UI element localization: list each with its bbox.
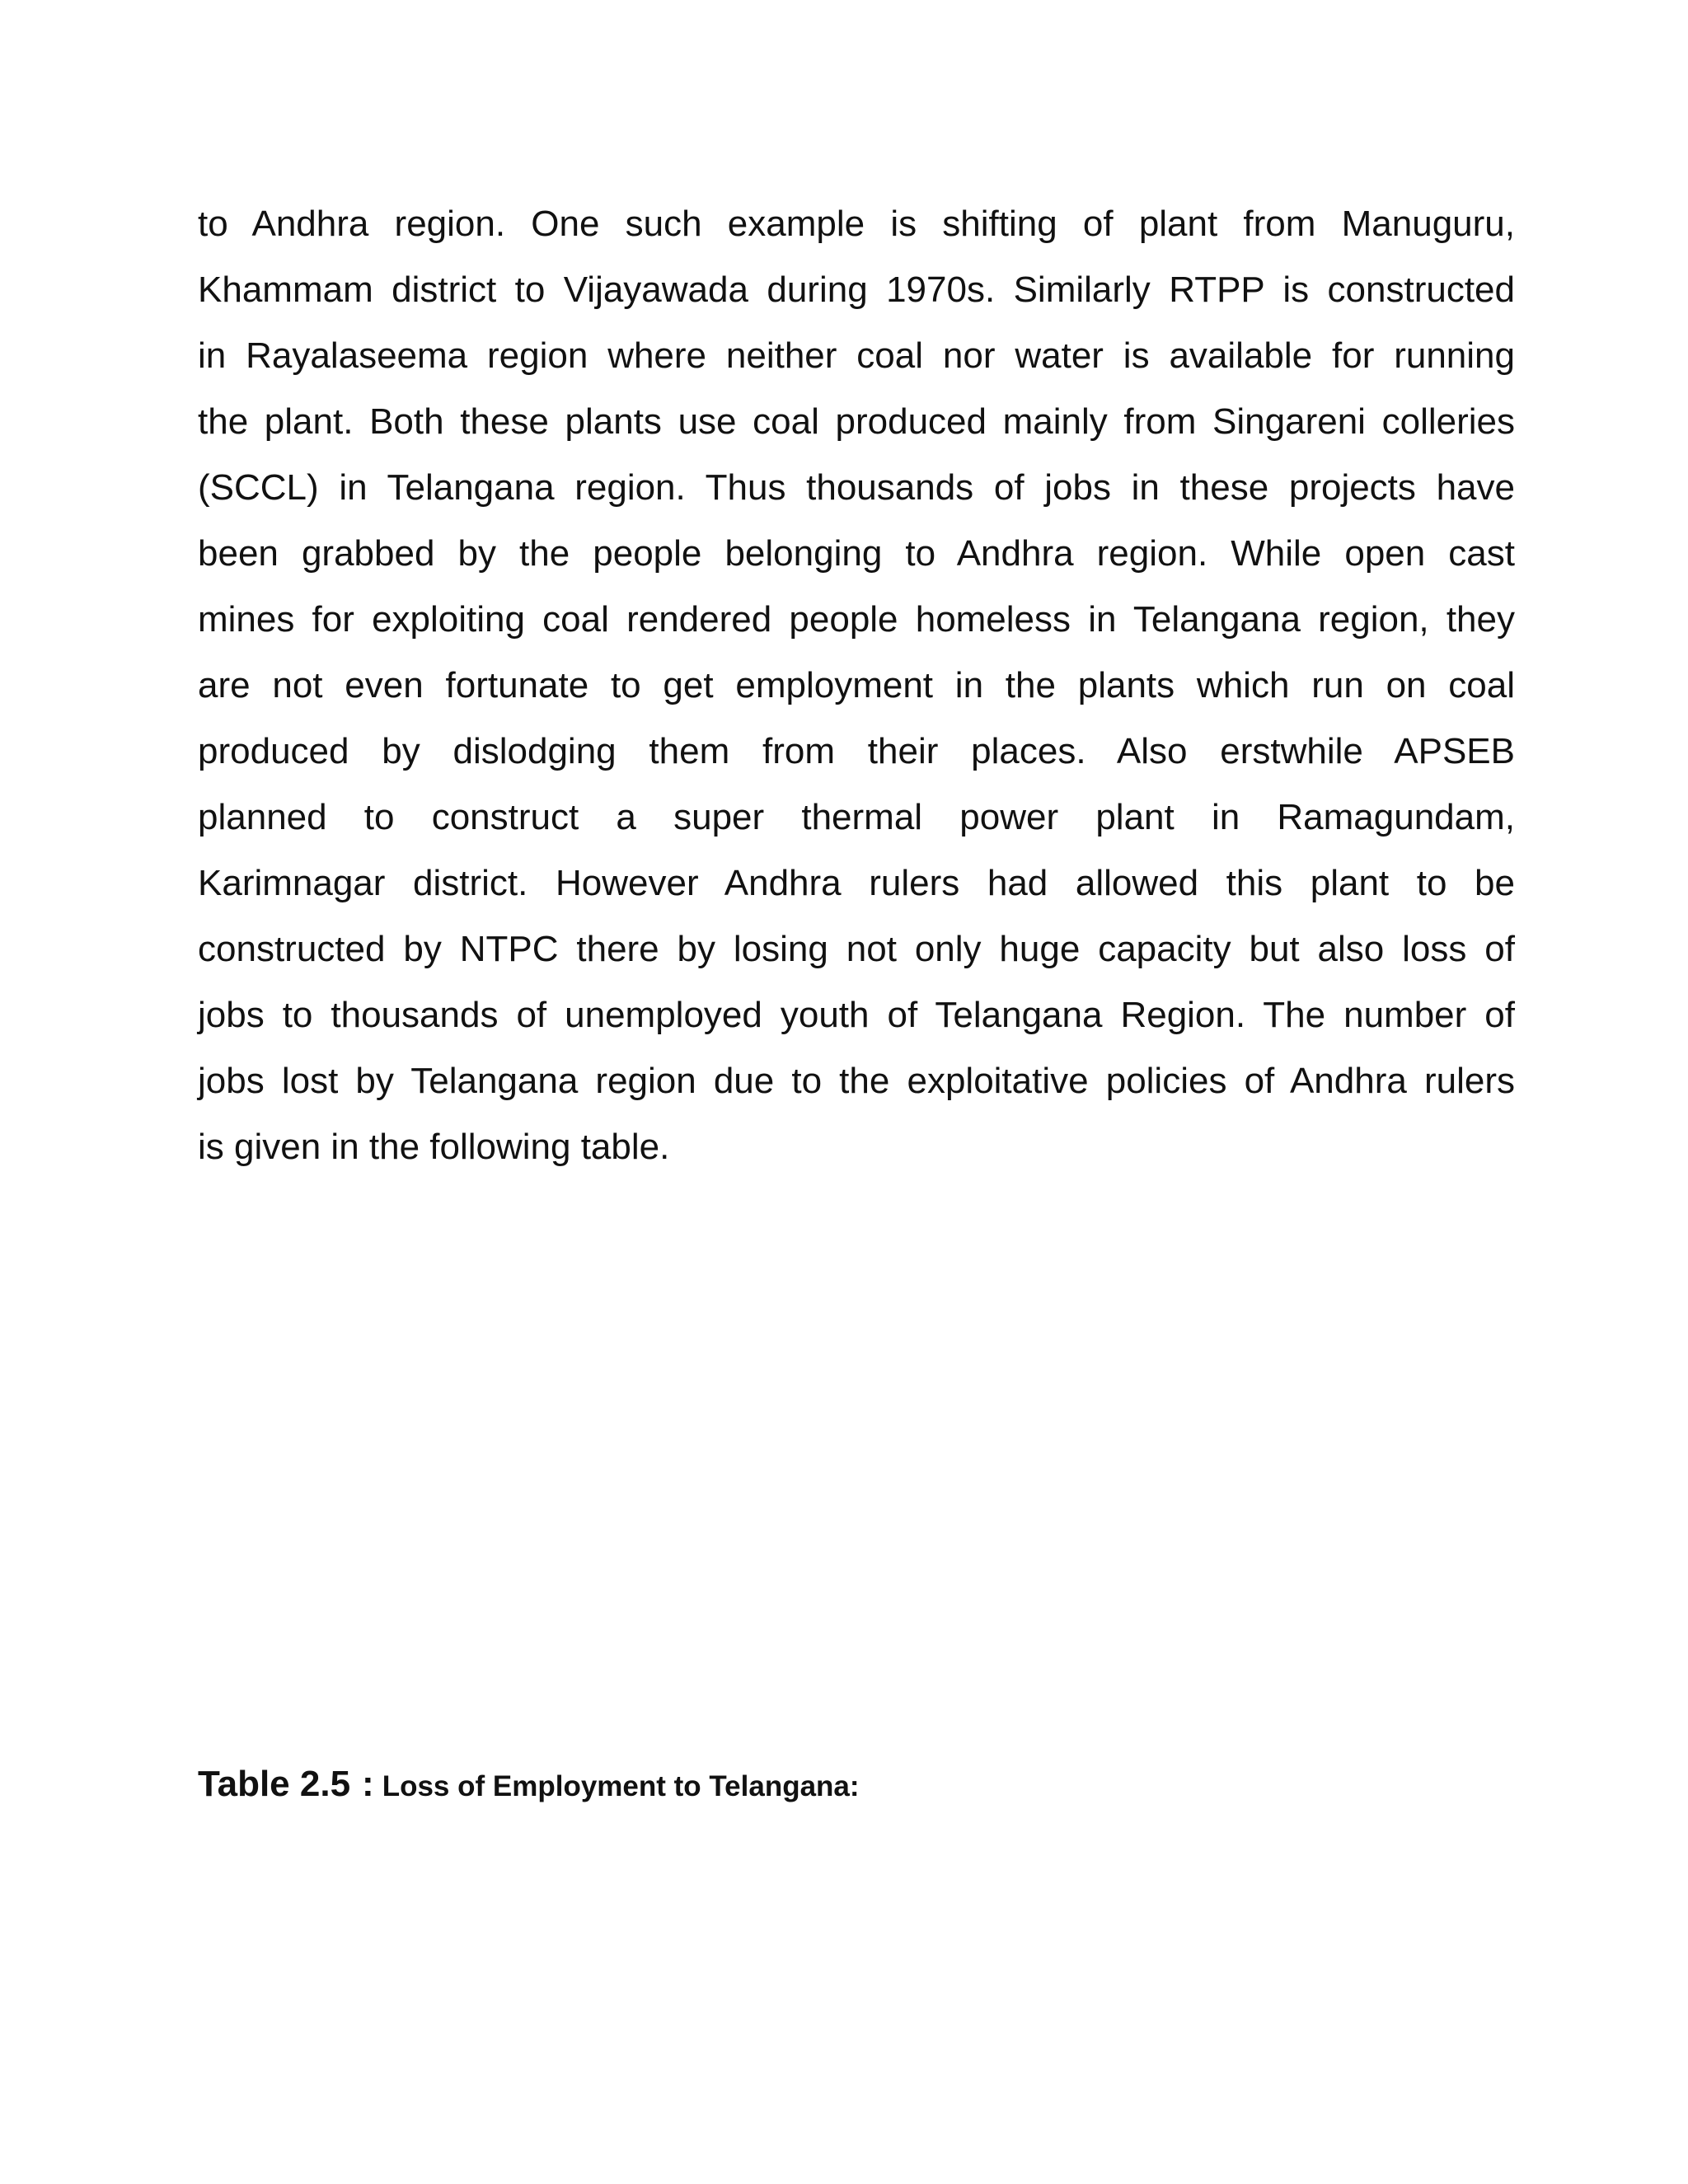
paragraph-line: in Rayalaseema region where neither coal nor water is available for running [198, 335, 1515, 376]
paragraph-line: been grabbed by the people belonging to Andhra region. While open cast [198, 533, 1515, 574]
paragraph-line: constructed by NTPC there by losing not only huge capacity but also loss of [198, 929, 1515, 969]
paragraph-line: are not even fortunate to get employment in the plants which run on coal [198, 665, 1515, 705]
caption-separator: : [362, 1764, 374, 1804]
paragraph-line: (SCCL) in Telangana region. Thus thousands of jobs in these projects have [198, 467, 1515, 508]
paragraph-line: Khammam district to Vijayawada during 1970s. Similarly RTPP is constructed [198, 269, 1515, 310]
paragraph-line: the plant. Both these plants use coal produced mainly from Singareni colleries [198, 401, 1515, 442]
paragraph-line: to Andhra region. One such example is shifting of plant from Manuguru, [198, 204, 1515, 244]
paragraph-line: is given in the following table. [198, 1127, 670, 1167]
paragraph-line: jobs to thousands of unemployed youth of Telangana Region. The number of [198, 995, 1515, 1035]
paragraph-line: produced by dislodging them from their places. Also erstwhile APSEB [198, 731, 1515, 771]
paragraph-line: jobs lost by Telangana region due to the exploitative policies of Andhra rulers [198, 1061, 1515, 1101]
table-title: Loss of Employment to Telangana: [382, 1770, 860, 1802]
paragraph-line: mines for exploiting coal rendered people homeless in Telangana region, they [198, 599, 1515, 640]
table-caption [198, 1764, 860, 1805]
paragraph-line: Karimnagar district. However Andhra rulers had allowed this plant to be [198, 863, 1515, 903]
table-number: Table 2.5 [198, 1764, 351, 1804]
paragraph-line: planned to construct a super thermal power plant in Ramagundam, [198, 797, 1515, 837]
body-paragraph [198, 191, 1515, 1180]
